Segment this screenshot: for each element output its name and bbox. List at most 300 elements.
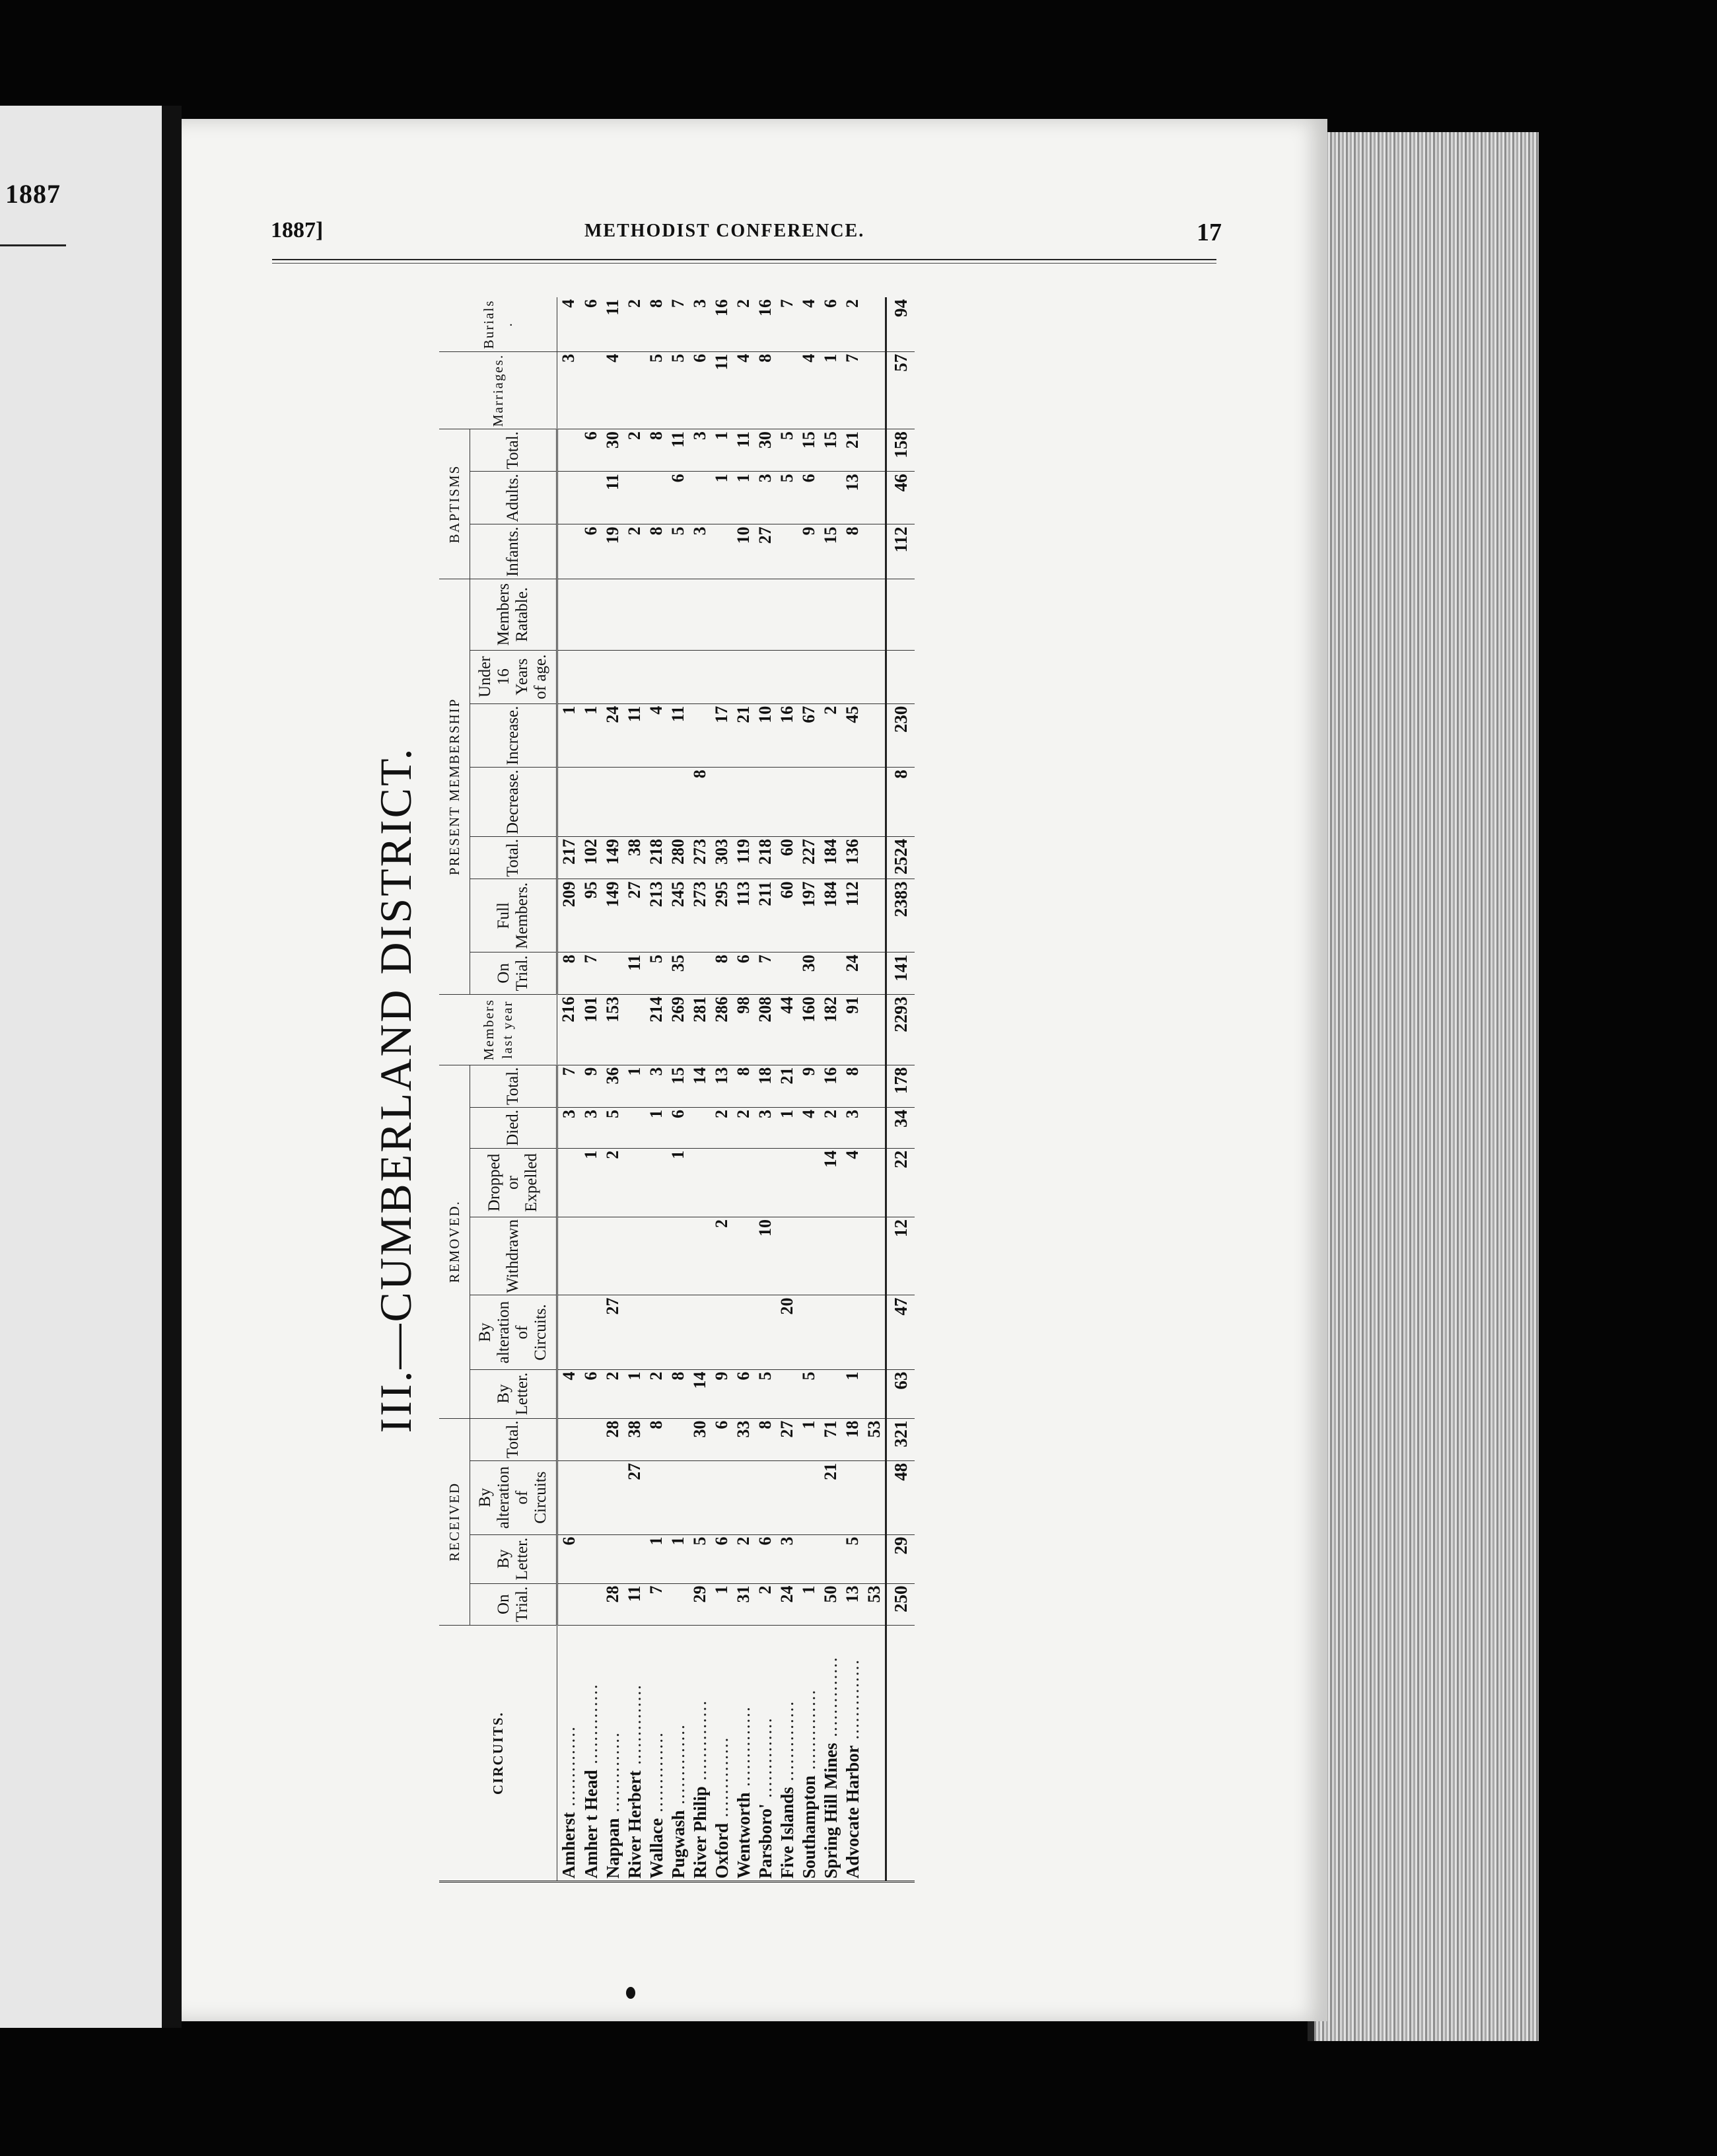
table-cell: 211 — [754, 879, 776, 952]
table-cell: 11 — [623, 703, 645, 768]
table-cell: 1 — [776, 1107, 798, 1148]
table-cell: 2 — [820, 703, 841, 768]
table-cell — [863, 351, 886, 429]
table-cell — [623, 1107, 645, 1148]
table-cell — [776, 952, 798, 994]
table-cell: 30 — [602, 429, 623, 472]
table-cell: 101 — [580, 994, 602, 1065]
table-cell: 2 — [841, 297, 863, 351]
table-cell: 11 — [711, 351, 732, 429]
table-cell: 10 — [732, 524, 754, 579]
table-cell: 9 — [798, 524, 820, 579]
table-cell — [689, 1107, 711, 1148]
table-cell: 5 — [602, 1107, 623, 1148]
table-row — [711, 297, 732, 1882]
table-cell: 9 — [711, 1369, 732, 1418]
table-cell — [776, 768, 798, 837]
table-cell — [754, 579, 776, 651]
table-cell — [557, 429, 580, 472]
table-cell: 19 — [602, 524, 623, 579]
table-cell: 31 — [732, 1583, 754, 1625]
table-cell: 1 — [711, 472, 732, 524]
table-cell — [820, 1217, 841, 1295]
table-cell — [841, 1217, 863, 1295]
table-cell: 9 — [798, 1065, 820, 1107]
table-cell: 1 — [645, 1534, 667, 1583]
table-row — [557, 297, 580, 1882]
circuit-label: Parsboro' — [755, 1803, 775, 1879]
table-cell: 15 — [820, 524, 841, 579]
leader-dots: .............. — [646, 1731, 666, 1818]
rotated-table-block — [370, 297, 1142, 1883]
table-cell — [863, 1148, 886, 1217]
table-row — [754, 297, 776, 1882]
ink-spot — [626, 1987, 635, 1999]
table-cell: 1 — [623, 1065, 645, 1107]
table-cell: 281 — [689, 994, 711, 1065]
table-cell: 269 — [667, 994, 689, 1065]
table-cell — [580, 1583, 602, 1625]
page-header — [271, 218, 1222, 250]
table-cell: 71 — [820, 1418, 841, 1460]
table-cell — [841, 579, 863, 651]
table-cell — [820, 472, 841, 524]
table-cell: 3 — [689, 524, 711, 579]
table-cell: 1 — [798, 1583, 820, 1625]
table-cell: 217 — [557, 837, 580, 879]
present-membership-header: PRESENT MEMBERSHIP — [439, 579, 470, 995]
table-cell: 11 — [602, 472, 623, 524]
previous-page-rule — [0, 244, 66, 246]
table-cell — [645, 472, 667, 524]
leader-dots: .............. — [668, 1723, 688, 1811]
table-cell — [667, 768, 689, 837]
table-cell: 2 — [602, 1369, 623, 1418]
table-cell — [645, 579, 667, 651]
table-cell: 8 — [732, 1065, 754, 1107]
col-pm-on-trial: On Trial. — [470, 952, 557, 994]
circuit-label: Amher t Head — [580, 1770, 601, 1879]
leader-dots: .............. — [842, 1659, 862, 1746]
table-cell — [602, 1460, 623, 1534]
table-cell — [711, 768, 732, 837]
total-cell: 57 — [886, 351, 915, 429]
circuit-name — [754, 1626, 776, 1882]
table-cell: 16 — [711, 297, 732, 351]
table-cell — [863, 952, 886, 994]
total-cell: 22 — [886, 1148, 915, 1217]
table-cell: 1 — [557, 703, 580, 768]
table-cell: 11 — [667, 429, 689, 472]
table-cell: 113 — [732, 879, 754, 952]
table-cell: 2 — [732, 1107, 754, 1148]
table-cell: 10 — [754, 1217, 776, 1295]
table-row — [820, 297, 841, 1882]
table-cell — [557, 1583, 580, 1625]
circuit-label: Advocate Harbor — [842, 1745, 862, 1879]
col-received-on-trial: On Trial. — [470, 1583, 557, 1625]
circuit-label: Oxford — [711, 1823, 732, 1879]
total-cell: 48 — [886, 1460, 915, 1534]
table-cell — [732, 650, 754, 703]
table-cell: 4 — [557, 1369, 580, 1418]
table-cell: 3 — [580, 1107, 602, 1148]
table-cell — [863, 1369, 886, 1418]
circuit-label: Spring Hill Mines — [820, 1743, 841, 1879]
col-removed-dropped: Dropped or Expelled — [470, 1148, 557, 1217]
leader-dots: .............. — [559, 1725, 578, 1813]
table-cell: 295 — [711, 879, 732, 952]
table-cell: 5 — [689, 1534, 711, 1583]
table-cell: 208 — [754, 994, 776, 1065]
table-cell — [689, 472, 711, 524]
table-cell — [711, 650, 732, 703]
table-cell: 20 — [776, 1295, 798, 1369]
table-cell: 160 — [798, 994, 820, 1065]
table-cell: 102 — [580, 837, 602, 879]
table-cell — [820, 579, 841, 651]
table-cell: 6 — [711, 1418, 732, 1460]
table-cell: 8 — [754, 351, 776, 429]
header-rule-thin — [272, 263, 1216, 264]
circuit-name — [863, 1626, 886, 1882]
table-cell — [689, 1460, 711, 1534]
table-row — [732, 297, 754, 1882]
table-cell — [776, 1217, 798, 1295]
leader-dots: .............. — [624, 1684, 645, 1771]
table-cell: 245 — [667, 879, 689, 952]
table-cell — [580, 351, 602, 429]
table-cell — [863, 579, 886, 651]
table-cell: 38 — [623, 1418, 645, 1460]
table-cell — [580, 1217, 602, 1295]
circuit-label: Southampton — [798, 1775, 819, 1879]
table-cell — [711, 579, 732, 651]
table-cell: 27 — [623, 879, 645, 952]
table-cell: 6 — [798, 472, 820, 524]
circuit-name — [580, 1626, 602, 1882]
table-cell: 6 — [580, 297, 602, 351]
table-cell — [645, 650, 667, 703]
table-cell: 1 — [580, 1148, 602, 1217]
table-cell: 33 — [732, 1418, 754, 1460]
circuits-header: CIRCUITS. — [439, 1626, 557, 1882]
table-cell — [645, 1217, 667, 1295]
table-cell — [863, 297, 886, 351]
table-cell — [798, 579, 820, 651]
header-title: METHODIST CONFERENCE. — [584, 221, 865, 241]
table-cell: 273 — [689, 837, 711, 879]
table-cell — [623, 768, 645, 837]
table-cell: 2 — [732, 1534, 754, 1583]
table-cell: 1 — [711, 429, 732, 472]
table-cell: 184 — [820, 837, 841, 879]
totals-label — [886, 1626, 915, 1882]
leader-dots: .............. — [580, 1683, 601, 1770]
table-cell: 6 — [754, 1534, 776, 1583]
table-cell: 6 — [580, 429, 602, 472]
table-cell — [689, 703, 711, 768]
table-cell — [602, 650, 623, 703]
table-cell: 6 — [820, 297, 841, 351]
table-cell — [820, 768, 841, 837]
table-cell: 1 — [580, 703, 602, 768]
table-cell: 8 — [711, 952, 732, 994]
table-cell: 9 — [580, 1065, 602, 1107]
table-cell — [689, 1148, 711, 1217]
table-cell — [841, 650, 863, 703]
district-title: III.—CUMBERLAND DISTRICT. — [370, 746, 421, 1433]
table-cell — [754, 768, 776, 837]
book-page-edges — [1308, 132, 1539, 2041]
table-cell: 5 — [776, 429, 798, 472]
table-cell — [667, 650, 689, 703]
table-row — [602, 297, 623, 1882]
total-cell — [886, 650, 915, 703]
table-cell — [557, 524, 580, 579]
table-cell: 3 — [689, 297, 711, 351]
leader-dots: .............. — [733, 1706, 753, 1793]
table-cell: 8 — [645, 1418, 667, 1460]
table-cell: 11 — [623, 952, 645, 994]
table-cell — [863, 703, 886, 768]
table-cell — [557, 1295, 580, 1369]
col-pm-increase: Increase. — [470, 703, 557, 768]
table-cell — [689, 579, 711, 651]
table-cell: 16 — [754, 297, 776, 351]
circuit-name — [820, 1626, 841, 1882]
table-cell — [732, 579, 754, 651]
circuit-name — [732, 1626, 754, 1882]
previous-page — [0, 106, 162, 2028]
col-pm-full-members: Full Members. — [470, 879, 557, 952]
table-cell — [776, 351, 798, 429]
table-cell — [711, 524, 732, 579]
page-number: 17 — [1197, 219, 1222, 246]
table-cell — [623, 1295, 645, 1369]
col-removed-by-alteration: By alteration of Circuits. — [470, 1295, 557, 1369]
table-cell — [623, 1534, 645, 1583]
table-row — [776, 297, 798, 1882]
table-cell: 1 — [711, 1583, 732, 1625]
removed-header: REMOVED. — [439, 1065, 470, 1418]
table-cell — [623, 1217, 645, 1295]
table-cell — [863, 1460, 886, 1534]
table-cell: 30 — [798, 952, 820, 994]
table-cell: 184 — [820, 879, 841, 952]
table-cell: 5 — [841, 1534, 863, 1583]
table-cell — [580, 472, 602, 524]
circuit-label: Nappan — [602, 1818, 623, 1879]
table-cell — [623, 351, 645, 429]
table-cell: 17 — [711, 703, 732, 768]
table-cell: 15 — [820, 429, 841, 472]
table-cell: 6 — [711, 1534, 732, 1583]
table-cell — [798, 1534, 820, 1583]
statistics-table — [439, 297, 915, 1883]
table-cell: 13 — [841, 1583, 863, 1625]
burials-header: Burials . — [439, 297, 557, 351]
table-cell — [732, 768, 754, 837]
table-cell: 6 — [580, 524, 602, 579]
table-cell: 21 — [841, 429, 863, 472]
table-cell: 2 — [754, 1583, 776, 1625]
table-cell: 50 — [820, 1583, 841, 1625]
table-cell: 3 — [754, 1107, 776, 1148]
table-cell: 3 — [689, 429, 711, 472]
table-cell: 2 — [602, 1148, 623, 1217]
total-cell: 230 — [886, 703, 915, 768]
table-cell — [667, 1217, 689, 1295]
table-cell — [602, 768, 623, 837]
col-pm-total: Total. — [470, 837, 557, 879]
table-row — [645, 297, 667, 1882]
table-cell: 303 — [711, 837, 732, 879]
table-cell: 7 — [645, 1583, 667, 1625]
table-cell: 197 — [798, 879, 820, 952]
leader-dots: .............. — [602, 1731, 623, 1818]
table-cell — [798, 650, 820, 703]
table-body — [557, 297, 915, 1882]
table-cell — [711, 1148, 732, 1217]
table-cell — [863, 768, 886, 837]
table-cell — [754, 650, 776, 703]
table-cell: 91 — [841, 994, 863, 1065]
table-cell — [863, 837, 886, 879]
table-cell: 7 — [754, 952, 776, 994]
table-cell — [580, 1418, 602, 1460]
header-year: 1887] — [271, 218, 324, 242]
book-gutter — [162, 106, 182, 2028]
table-cell: 2 — [623, 524, 645, 579]
table-cell: 5 — [667, 351, 689, 429]
previous-page-year: 1887 — [5, 179, 61, 209]
table-cell: 11 — [602, 297, 623, 351]
total-cell: 34 — [886, 1107, 915, 1148]
table-cell: 119 — [732, 837, 754, 879]
table-cell: 24 — [841, 952, 863, 994]
table-cell — [711, 1460, 732, 1534]
table-cell: 36 — [602, 1065, 623, 1107]
table-cell — [623, 650, 645, 703]
col-removed-total: Total. — [470, 1065, 557, 1107]
table-cell: 3 — [645, 1065, 667, 1107]
circuit-name — [776, 1626, 798, 1882]
col-received-total: Total. — [470, 1418, 557, 1460]
table-cell: 4 — [557, 297, 580, 351]
table-cell — [557, 1418, 580, 1460]
marriages-header: Marriages. — [439, 351, 557, 429]
table-cell — [557, 650, 580, 703]
table-cell: 214 — [645, 994, 667, 1065]
table-cell: 60 — [776, 837, 798, 879]
baptisms-header: BAPTISMS — [439, 429, 470, 579]
table-cell: 1 — [667, 1534, 689, 1583]
table-cell — [863, 524, 886, 579]
table-cell — [732, 1460, 754, 1534]
table-cell — [580, 768, 602, 837]
circuit-label: Pugwash — [668, 1810, 688, 1879]
table-cell: 15 — [798, 429, 820, 472]
table-cell: 4 — [732, 351, 754, 429]
table-cell: 6 — [667, 1107, 689, 1148]
table-cell — [645, 1460, 667, 1534]
table-cell: 27 — [754, 524, 776, 579]
table-cell — [602, 1534, 623, 1583]
table-cell — [623, 1148, 645, 1217]
table-cell: 3 — [776, 1534, 798, 1583]
table-cell: 153 — [602, 994, 623, 1065]
circuit-name — [798, 1626, 820, 1882]
table-cell: 5 — [645, 952, 667, 994]
table-cell: 6 — [732, 952, 754, 994]
table-cell: 4 — [798, 297, 820, 351]
table-cell: 45 — [841, 703, 863, 768]
table-cell — [863, 650, 886, 703]
total-cell: 250 — [886, 1583, 915, 1625]
table-cell: 6 — [580, 1369, 602, 1418]
table-cell — [863, 1534, 886, 1583]
col-baptisms-adults: Adults. — [470, 472, 557, 524]
table-cell: 14 — [689, 1369, 711, 1418]
table-cell — [863, 1217, 886, 1295]
table-cell: 1 — [732, 472, 754, 524]
table-cell — [754, 1295, 776, 1369]
table-cell: 30 — [689, 1418, 711, 1460]
table-cell: 5 — [645, 351, 667, 429]
table-cell — [841, 768, 863, 837]
table-cell — [863, 994, 886, 1065]
table-cell: 6 — [667, 472, 689, 524]
table-cell: 1 — [623, 1369, 645, 1418]
table-cell: 1 — [798, 1418, 820, 1460]
col-removed-withdrawn: Withdrawn — [470, 1217, 557, 1295]
total-cell: 158 — [886, 429, 915, 472]
circuit-label: River Philip — [689, 1786, 710, 1879]
col-removed-died: Died. — [470, 1107, 557, 1148]
table-cell — [689, 650, 711, 703]
table-cell: 28 — [602, 1418, 623, 1460]
table-cell: 60 — [776, 879, 798, 952]
table-cell: 53 — [863, 1583, 886, 1625]
leader-dots: .............. — [689, 1699, 710, 1787]
table-cell: 182 — [820, 994, 841, 1065]
circuit-name — [557, 1626, 580, 1882]
leader-dots: .............. — [711, 1736, 732, 1823]
total-cell: 141 — [886, 952, 915, 994]
table-row — [667, 297, 689, 1882]
table-cell: 112 — [841, 879, 863, 952]
table-cell: 5 — [754, 1369, 776, 1418]
table-cell — [798, 1148, 820, 1217]
table-cell: 7 — [841, 351, 863, 429]
table-cell: 209 — [557, 879, 580, 952]
circuit-name — [689, 1626, 711, 1882]
table-cell — [863, 472, 886, 524]
table-cell — [557, 472, 580, 524]
circuit-name — [602, 1626, 623, 1882]
table-cell: 14 — [689, 1065, 711, 1107]
table-cell: 21 — [820, 1460, 841, 1534]
total-cell: 29 — [886, 1534, 915, 1583]
table-cell — [645, 768, 667, 837]
table-cell — [863, 1107, 886, 1148]
table-cell — [580, 1295, 602, 1369]
table-cell — [863, 1295, 886, 1369]
table-cell: 4 — [798, 351, 820, 429]
table-cell: 216 — [557, 994, 580, 1065]
table-cell: 21 — [776, 1065, 798, 1107]
